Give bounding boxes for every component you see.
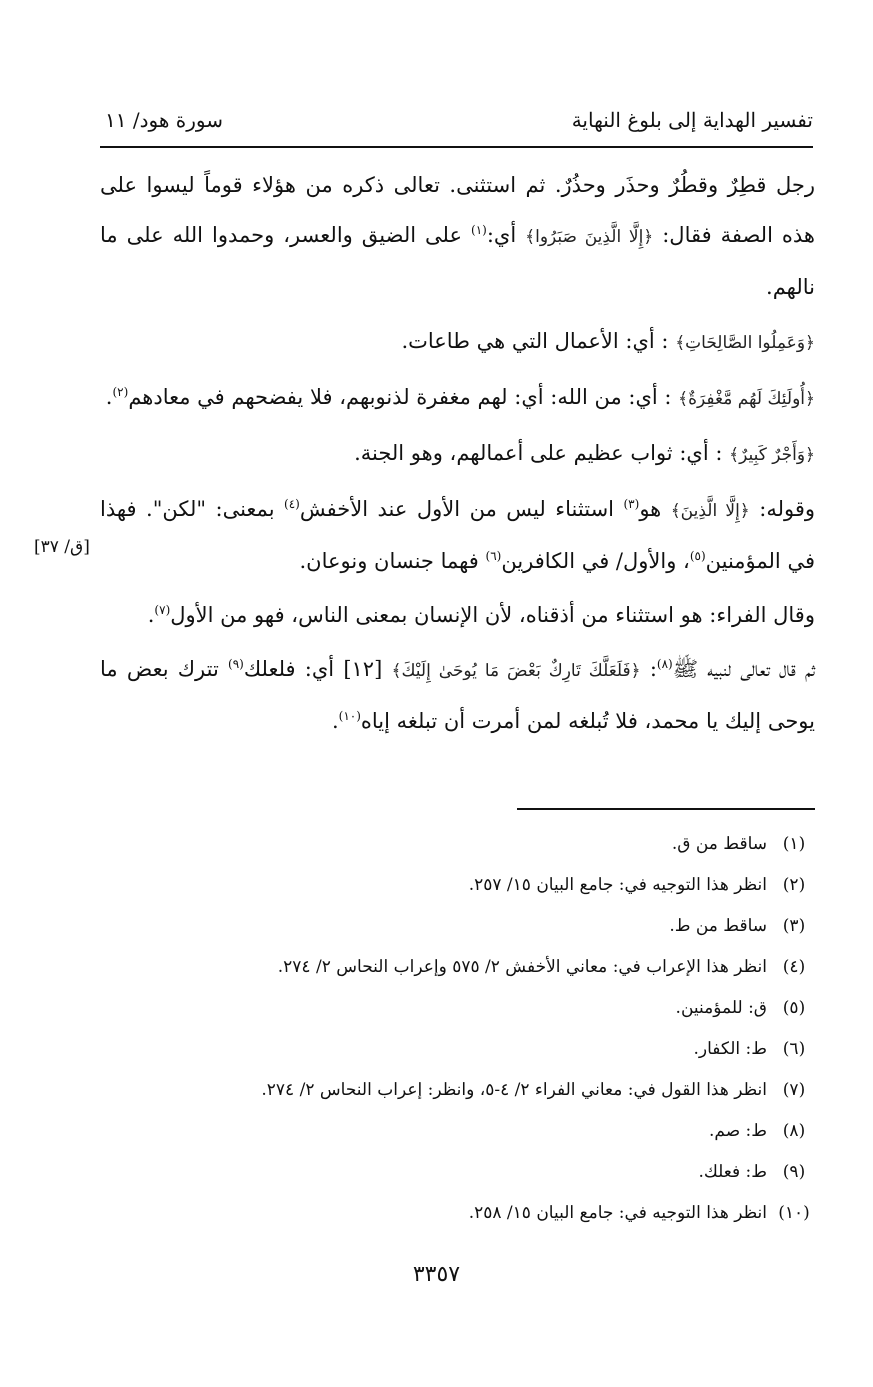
footnote-item — [101, 1162, 821, 1203]
footnote-divider — [517, 808, 815, 810]
footnote-text: انظر هذا الإعراب في: معاني الأخفش ٢/ ٥٧٥ وإعراب النحاس ٢/ ٢٧٤. — [277, 957, 767, 977]
footnote-text: ق: للمؤمنين. — [675, 998, 767, 1018]
footnote-item — [101, 1203, 821, 1244]
footnote-number: (٩) — [782, 1162, 806, 1182]
text: استثناء ليس من الأول عند الأخفش — [299, 497, 624, 521]
footnote-item — [101, 1080, 821, 1121]
text: هو — [639, 497, 671, 521]
quran-verse: ﴿وَأَجْرٌ كَبِيرٌ﴾ — [729, 445, 815, 465]
footnote-ref[interactable]: (٤) — [284, 497, 300, 511]
text: : أي: من الله: أي: لهم مغفرة لذنوبهم، فلا يفضحهم في معادهم — [128, 385, 679, 409]
footnote-text: انظر هذا التوجيه في: جامع البيان ١٥/ ٢٥٧. — [468, 875, 767, 895]
footnote-ref[interactable]: (٨) — [656, 657, 673, 671]
text: : أي: ثواب عظيم على أعمالهم، وهو الجنة. — [354, 441, 730, 465]
quran-verse: ﴿إِلَّا الَّذِينَ﴾ — [670, 501, 750, 521]
paragraph-5 — [100, 484, 815, 586]
text: ثم قال تعالى لنبيه ﷺ — [672, 657, 815, 681]
footnote-number: (٧) — [782, 1080, 806, 1100]
footnote-text: ط: فعلك. — [698, 1162, 767, 1182]
paragraph-4 — [100, 428, 815, 480]
page-number: ٣٣٥٧ — [412, 1262, 461, 1287]
footnote-text: ط: صم. — [708, 1121, 767, 1141]
paragraph-3 — [100, 372, 815, 424]
footnote-number: (٢) — [782, 875, 806, 895]
footnote-text: انظر هذا التوجيه في: جامع البيان ١٥/ ٢٥٨. — [468, 1203, 767, 1223]
footnote-item — [101, 834, 821, 875]
text: وقال الفراء: هو استثناء من أذقناه، لأن الإنسان بمعنى الناس، فهو من الأول — [170, 603, 815, 627]
text: بمعنى: "لكن". فهذا في المؤمنين — [100, 497, 815, 573]
quran-verse: ﴿وَعَمِلُوا الصَّالِحَاتِ﴾ — [675, 333, 815, 353]
quran-verse: ﴿فَلَعَلَّكَ تَارِكٌ بَعْضَ مَا يُوحَىٰ إِلَيْكَ﴾ — [391, 661, 641, 681]
footnote-number: (٨) — [782, 1121, 806, 1141]
footnote-number: (٣) — [782, 916, 806, 936]
text: : أي: الأعمال التي هي طاعات. — [401, 329, 676, 353]
paragraph-2 — [100, 316, 815, 368]
book-title: تفسير الهداية إلى بلوغ النهاية — [571, 108, 813, 132]
footnote-text: ساقط من ق. — [671, 834, 767, 854]
paragraph-6 — [100, 590, 815, 640]
footnote-item — [101, 916, 821, 957]
text: . — [331, 709, 339, 733]
footnote-item — [101, 957, 821, 998]
footnote-ref[interactable]: (٩) — [228, 657, 244, 671]
text: رجل قطِرٌ وقطُرٌ وحذَر وحذُرٌ. ثم استثنى. تعالى ذكره من هؤلاء قوماً ليسوا على هذه الصفة فقال: — [100, 173, 815, 247]
footnote-item — [101, 1039, 821, 1080]
text: . — [105, 385, 113, 409]
footnote-item — [101, 998, 821, 1039]
text: [١٢] أي: فلعلك — [243, 657, 392, 681]
footnote-item — [101, 1121, 821, 1162]
paragraph-7 — [100, 644, 815, 746]
main-text — [100, 160, 815, 750]
header-divider — [100, 146, 813, 148]
text: فهما جنسان ونوعان. — [299, 549, 486, 573]
text: تترك بعض ما يوحى إليك يا محمد، فلا تُبلغه لمن أمرت أن تبلغه إياه — [100, 657, 815, 733]
footnote-ref[interactable]: (٧) — [154, 603, 171, 617]
footnote-number: (١٠) — [778, 1203, 810, 1223]
footnote-text: ساقط من ط. — [669, 916, 767, 936]
footnote-ref[interactable]: (٥) — [689, 549, 706, 563]
quran-verse: ﴿إِلَّا الَّذِينَ صَبَرُوا﴾ — [525, 227, 654, 247]
footnote-ref[interactable]: (٣) — [623, 497, 640, 511]
footnote-text: انظر هذا القول في: معاني الفراء ٢/ ٤-٥، وانظر: إعراب النحاس ٢/ ٢٧٤. — [261, 1080, 767, 1100]
footnote-ref[interactable]: (٢) — [112, 385, 129, 399]
footnote-item — [101, 875, 821, 916]
text: ، والأول/ في الكافرين — [501, 549, 690, 573]
footnote-ref[interactable]: (١٠) — [338, 709, 361, 723]
footnote-number: (١) — [782, 834, 806, 854]
footnotes-list — [101, 834, 821, 1244]
footnote-number: (٦) — [782, 1039, 806, 1059]
footnote-ref[interactable]: (١) — [471, 223, 487, 237]
text: أي: — [486, 223, 526, 247]
footnote-number: (٥) — [782, 998, 806, 1018]
manuscript-margin-note: [ق/ ٣٧] — [34, 537, 90, 557]
text: . — [147, 603, 155, 627]
footnote-number: (٤) — [782, 957, 806, 977]
footnote-ref[interactable]: (٦) — [485, 549, 502, 563]
text: وقوله: — [749, 497, 816, 521]
surah-label: سورة هود/ ١١ — [105, 108, 223, 132]
text: : — [640, 657, 657, 681]
text: على الضيق والعسر، وحمدوا الله على ما نالهم. — [100, 223, 815, 299]
paragraph-1 — [100, 160, 815, 312]
quran-verse: ﴿أُولَئِكَ لَهُم مَّغْفِرَةٌ﴾ — [678, 389, 815, 409]
footnote-text: ط: الكفار. — [693, 1039, 767, 1059]
